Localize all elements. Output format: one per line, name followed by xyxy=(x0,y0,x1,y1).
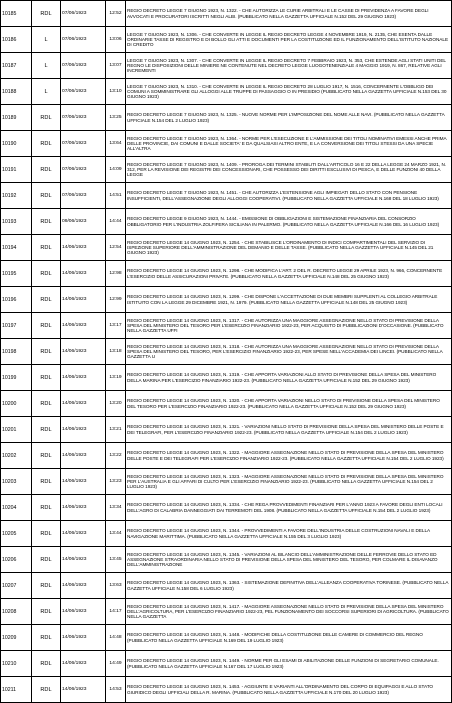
table-row xyxy=(1,131,452,157)
act-code: 14:51 xyxy=(106,183,126,209)
act-code: 13:17 xyxy=(106,313,126,339)
table-row xyxy=(1,625,452,651)
act-type: RDL xyxy=(32,131,61,157)
act-date: 07/06/1923 xyxy=(61,105,106,131)
act-date: 07/06/1923 xyxy=(61,1,106,27)
act-description: LEGGE 7 GIUGNO 1923, N. 1310. - CHE CONVERTE IN LEGGE IL REGIO DECRETO 28 LUGLIO 1917, N. 1516, CONCERNENTE L'OBBLIGO DEI COMUNI A SOMMINISTRARE GLI ALLOGGI ALLE TRUPPE DI PASSAGGIO O IN PRESIDIO (PUBBLICATO NELLA GAZZETTA UFFICIALE N.153 DEL 30 GIUGNO 1923) xyxy=(126,79,452,105)
table-row xyxy=(1,1,452,27)
act-date: 14/06/1923 xyxy=(61,417,106,443)
act-description: REGIO DECRETO LEGGE 7 GIUGNO 1923, N. 1364. - NORME PER L'ESECUZIONE E L'AMMISSIONE DEI TITOLI NOMINATIVI EMESSI ANCHE PRIMA DELLE PROVINCIE, DAI COMUNI E DALLE SOCIETA' E DA QUALSIASI ALTRO ENTE, E LA CONVERSIONE DEI TITOLI STESSI DA UNA SPECIE ALL'ALTRA xyxy=(126,131,452,157)
record-number: 10196 xyxy=(1,287,32,313)
act-type: RDL xyxy=(32,287,61,313)
act-type: RDL xyxy=(32,261,61,287)
table-row xyxy=(1,391,452,417)
table-row xyxy=(1,365,452,391)
act-description: REGIO DECRETO LEGGE 14 GIUGNO 1923, N. 1298. - CHE MODIFICA L'ART. 2 DEL R. DECRETO LEGGE 29 APRILE 1923, N. 966, CONCERNENTE L'ESERCIZIO DELLE ASSICURAZIONI PRIVATE. (PUBBLICATO NELLA GAZZETTA UFFICIALE N.148 DEL 25 GIUGNO 1923) xyxy=(126,261,452,287)
record-number: 10186 xyxy=(1,27,32,53)
act-code: 12:99 xyxy=(106,287,126,313)
act-code: 13:06 xyxy=(106,27,126,53)
table-row xyxy=(1,183,452,209)
act-date: 14/06/1923 xyxy=(61,287,106,313)
act-description: REGIO DECRETO LEGGE 7 GIUGNO 1923, N. 1451. - CHE AUTORIZZA L'ESTENSIONE AGLI IMPIEGATI DELLO STATO CON PENSIONE INSUFFICIENTI, DELL'ASSEGNAZIONE DEGLI ALLOGGI COOPERATIVI. (PUBBLICATO NELLA GAZZETTA UFFICIALE N.168 DEL 18 LUGLIO 1923) xyxy=(126,183,452,209)
record-number: 10201 xyxy=(1,417,32,443)
table-row xyxy=(1,261,452,287)
record-number: 10211 xyxy=(1,677,32,703)
act-description: REGIO DECRETO LEGGE 14 GIUGNO 1923, N. 1323. - MAGGIORE ASSEGNAZIONE NELLO STATO DI PREVISIONE DELLA SPESA DEL MINISTERO PER L'AUSTRALIA E GLI AFFARI DI CULTO PER L'ESERCIZIO FINANZIARIO 1922-23. (PUBBLICATO NELLA GAZZETTA UFFICIALE N.154 DEL 2 LUGLIO 1923) xyxy=(126,469,452,495)
record-number: 10204 xyxy=(1,495,32,521)
act-date: 07/06/1923 xyxy=(61,131,106,157)
act-date: 07/06/1923 xyxy=(61,79,106,105)
act-type: RDL xyxy=(32,105,61,131)
act-code: 13:22 xyxy=(106,443,126,469)
table-row xyxy=(1,287,452,313)
act-code: 14:49 xyxy=(106,651,126,677)
act-description: REGIO DECRETO LEGGE 14 GIUGNO 1923, N. 1449. - NORME PER GLI ESAMI DI ABILITAZIONE DELLE FUNZIONI DI SEGRETARIO COMUNALE. (PUBBLICATO NELLA GAZZETTA UFFICIALE N.167 DEL 17 LUGLIO 1923) xyxy=(126,651,452,677)
act-type: RDL xyxy=(32,339,61,365)
record-number: 10198 xyxy=(1,339,32,365)
act-code: 14:48 xyxy=(106,625,126,651)
act-description: REGIO DECRETO LEGGE 7 GIUGNO 1923, N. 1325. - NUOVE NORME PER L'IMPOSIZIONE DEL NOME ALLE NAVI. (PUBBLICATO NELLA GAZZETTA UFFICIALE N.154 DEL 2 LUGLIO 1923) xyxy=(126,105,452,131)
register-rows xyxy=(1,1,452,703)
record-number: 10203 xyxy=(1,469,32,495)
act-date: 14/06/1923 xyxy=(61,313,106,339)
table-row xyxy=(1,599,452,625)
act-description: REGIO DECRETO LEGGE 14 GIUGNO 1923, N. 1417. - MAGGIORE ASSEGNAZIONE NELLO STATO DI PREVISIONE DELLA SPESA DEL MINISTERO DELL'AGRICOLTURA, PER L'ESERCIZIO FINANZIARIO 1922-23, PEL FUNZIONAMENTO DEI SOCCORSI SUPERIORI DI AGRICOLTURA. (PUBBLICATO NELLA GAZZETTA xyxy=(126,599,452,625)
table-row xyxy=(1,339,452,365)
act-description: LEGGE 7 GIUGNO 1923, N. 1306. - CHE CONVERTE IN LEGGE IL REGIO DECRETO LEGGE 4 NOVEMBRE 1919, N. 2135, CHE ESENTA DALLE ORDINARIE TASSE DI REGISTRO E DI BOLLO GLI ATTI E DOCUMENTI PER LA COSTITUZIONE ED IL FUNZIONAMENTO DELL'ISTITUTO NAZIONALE DI CREDITO xyxy=(126,27,452,53)
act-type: RDL xyxy=(32,1,61,27)
act-type: RDL xyxy=(32,495,61,521)
act-type: RDL xyxy=(32,547,61,573)
table-row xyxy=(1,547,452,573)
act-description: REGIO DECRETO LEGGE 14 GIUGNO 1923, N. 1334. - CHE REGA PROVVEDIMENTI FINANZIARI PER L'ANNO 1923 A FAVORE DEGLI ENTI LOCALI DELL'AGRO DI CALABRIA DANNEGGIATI DAI TERREMOTI DEL 1908. (PUBBLICATO NELLA GAZZETTA UFFICIALE N.154 DEL 2 LUGLIO 1923) xyxy=(126,495,452,521)
act-description: REGIO DECRETO LEGGE 14 GIUGNO 1923, N. 1321. - VARIAZIONI NELLO STATO DI PREVISIONE DELLA SPESA DEL MINISTERO DELLE POSTE E DEI TELEGRAFI, PER L'ESERCIZIO FINANZIARIO 1922-23. (PUBBLICATO NELLA GAZZETTA UFFICIALE N.154 DEL 2 LUGLIO 1923) xyxy=(126,417,452,443)
act-description: REGIO DECRETO LEGGE 14 GIUGNO 1923, N. 1317. - CHE AUTORIZZA UNA MAGGIORE ASSEGNAZIONE NELLO STATO DI PREVISIONE DELLA SPESA DEL MINISTERO DEL TESORO PER L'ESERCIZIO FINANZIARIO 1922-23, PER ACQUISTO DI PUBBLICAZIONI D'OCCASIONE. (PUBBLICATO NELLA GAZZETTA UFFI xyxy=(126,313,452,339)
table-row xyxy=(1,209,452,235)
act-description: REGIO DECRETO LEGGE 14 GIUGNO 1923, N. 1299. - CHE DISPONE L'ACCETTAZIONE DI DUE MEMBRI SUPPLENTI AL COLLEGIO ARBITRALE ISTITUITO CON LA LEGGE 29 DICEMBRE 1921, N. 1979. (PUBBLICATO NELLA GAZZETTA UFFICIALE N.148 DEL 25 GIUGNO 1923) xyxy=(126,287,452,313)
act-type: L xyxy=(32,53,61,79)
table-row xyxy=(1,105,452,131)
act-code: 13:25 xyxy=(106,105,126,131)
act-type: RDL xyxy=(32,521,61,547)
act-date: 07/06/1923 xyxy=(61,27,106,53)
act-code: 13:20 xyxy=(106,391,126,417)
table-row xyxy=(1,53,452,79)
act-date: 14/06/1923 xyxy=(61,573,106,599)
record-number: 10192 xyxy=(1,183,32,209)
record-number: 10200 xyxy=(1,391,32,417)
record-number: 10195 xyxy=(1,261,32,287)
act-type: RDL xyxy=(32,183,61,209)
record-number: 10194 xyxy=(1,235,32,261)
act-date: 14/06/1923 xyxy=(61,521,106,547)
act-code: 12:98 xyxy=(106,261,126,287)
act-date: 14/06/1923 xyxy=(61,235,106,261)
act-code: 14:44 xyxy=(106,209,126,235)
act-type: RDL xyxy=(32,235,61,261)
record-number: 10185 xyxy=(1,1,32,27)
act-type: RDL xyxy=(32,443,61,469)
act-description: REGIO DECRETO LEGGE 14 GIUGNO 1923, N. 1344. - PROVVEDIMENTI A FAVORE DELL'INDUSTRIA DELLE COSTRUZIONI NAVALI E DELLA NAVIGAZIONE MARITTIMA. (PUBBLICATO NELLA GAZZETTA UFFICIALE N.155 DEL 3 LUGLIO 1923) xyxy=(126,521,452,547)
table-row xyxy=(1,27,452,53)
record-number: 10187 xyxy=(1,53,32,79)
act-date: 14/06/1923 xyxy=(61,677,106,703)
table-row xyxy=(1,313,452,339)
record-number: 10205 xyxy=(1,521,32,547)
table-row xyxy=(1,651,452,677)
act-date: 14/06/1923 xyxy=(61,469,106,495)
act-description: REGIO DECRETO LEGGE 14 GIUGNO 1923, N. 1363. - SISTEMAZIONE DEFINITIVA DELL'ALLEANZA COOPERATIVA TORINESE. (PUBBLICATO NELLA GAZZETTA UFFICIALE N.158 DEL 6 LUGLIO 1923) xyxy=(126,573,452,599)
act-type: RDL xyxy=(32,157,61,183)
act-description: REGIO DECRETO LEGGE 7 GIUGNO 1923, N. 1409. - PROROGA DEI TERMINI STABILITI DALL'ARTICOLO 16 E 22 DELLA LEGGE 24 MARZO 1921, N. 312, PER LA REVISIONE DEI REGISTRI DEI CONCESSIONARI, CHE POSSESSO DEI DIRITTI ESCLUSIVI DI PESCA, E DELLE FUNZIONI 40 DELLA LEGGE xyxy=(126,157,452,183)
act-type: RDL xyxy=(32,313,61,339)
table-row xyxy=(1,573,452,599)
record-number: 10206 xyxy=(1,547,32,573)
table-row xyxy=(1,79,452,105)
record-number: 10189 xyxy=(1,105,32,131)
table-row xyxy=(1,443,452,469)
record-number: 10202 xyxy=(1,443,32,469)
act-description: REGIO DECRETO LEGGE 14 GIUGNO 1923, N. 1345. - VARIAZIONI AL BILANCIO DELL'AMMINISTRAZIONE DELLE FERROVIE DELLO STATO ED ASSEGNAZIONE STRAORDINARIA NELLO STATO DI PREVISIONE DELLA SPESA DEL MINISTERO DEL TESORO, PER COLMARE IL DISAVANZO DELL'AMMINISTRAZIONE xyxy=(126,547,452,573)
act-description: LEGGE 7 GIUGNO 1923, N. 1307. - CHE CONVERTE IN LEGGE IL REGIO DECRETO 7 FEBBRAIO 1923, N. 353, CHE ESTENDE AGLI STATI UNITI DEL REGNO LE DISPOSIZIONI DELLE MINIERE NE CONTENUTE NEL DECRETO LEGGE LUOGOTENENZIALE 4 MAGGIO 1919, N. 867, RELATIVE AGLI INCREMENTI xyxy=(126,53,452,79)
act-description: REGIO DECRETO LEGGE 14 GIUGNO 1923, N. 1320. - CHE APPORTA VARIAZIONI NELLO STATO DI PREVISIONE DELLA SPESA DEL MINISTERO DEL TESORO PER L'ESERCIZIO FINANZIARIO 1922-23. (PUBBLICATO NELLA GAZZETTA UFFICIALE N.152 DEL 29 GIUGNO 1923) xyxy=(126,391,452,417)
record-number: 10197 xyxy=(1,313,32,339)
act-code: 13:19 xyxy=(106,365,126,391)
act-type: RDL xyxy=(32,469,61,495)
act-code: 13:21 xyxy=(106,417,126,443)
record-number: 10208 xyxy=(1,599,32,625)
act-description: REGIO DECRETO LEGGE 9 GIUGNO 1923, N. 1444. - EMISSIONE DI OBBLIGAZIONI E SISTEMAZIONE FINANZIARIA DEL CONSORZIO OBBLIGATORIO PER L'INDUSTRIA ZOLFIFERA SICILIANA IN PALERMO. (PUBBLICATO NELLA GAZZETTA UFFICIALE N.166 DEL 16 LUGLIO 1923) xyxy=(126,209,452,235)
act-code: 14:09 xyxy=(106,157,126,183)
act-code: 13:64 xyxy=(106,131,126,157)
act-date: 14/06/1923 xyxy=(61,339,106,365)
act-date: 07/06/1923 xyxy=(61,53,106,79)
act-date: 14/06/1923 xyxy=(61,599,106,625)
act-date: 14/06/1923 xyxy=(61,261,106,287)
table-row xyxy=(1,157,452,183)
act-type: RDL xyxy=(32,625,61,651)
record-number: 10188 xyxy=(1,79,32,105)
act-code: 14:17 xyxy=(106,599,126,625)
act-date: 14/06/1923 xyxy=(61,365,106,391)
act-date: 09/06/1923 xyxy=(61,209,106,235)
act-description: REGIO DECRETO LEGGE 14 GIUGNO 1923, N. 1254. - CHE STABILISCE L'ORDINAMENTO DI INDICI COMPARTIMENTALI DEL SERVIZIO DI ISPEZIONE SUPERIORE DELL'AMMINISTRAZIONE DEL DEMANIO E DELLE TASSE. (PUBBLICATO NELLA GAZZETTA UFFICIALE N.145 DEL 21 GIUGNO 1923) xyxy=(126,235,452,261)
act-code: 12:54 xyxy=(106,235,126,261)
table-row xyxy=(1,677,452,703)
table-row xyxy=(1,521,452,547)
act-date: 14/06/1923 xyxy=(61,651,106,677)
record-number: 10210 xyxy=(1,651,32,677)
act-code: 13:63 xyxy=(106,573,126,599)
act-type: RDL xyxy=(32,599,61,625)
act-code: 13:10 xyxy=(106,79,126,105)
act-code: 13:07 xyxy=(106,53,126,79)
act-code: 13:34 xyxy=(106,495,126,521)
act-type: RDL xyxy=(32,391,61,417)
act-date: 14/06/1923 xyxy=(61,547,106,573)
act-code: 13:45 xyxy=(106,547,126,573)
act-description: REGIO DECRETO LEGGE 7 GIUGNO 1923, N. 1322. - CHE AUTORIZZA LE CURIE ARBITRALI E LE CASSE DI PREVIDENZA A FAVORE DEGLI AVVOCATI E PROCURATORI ISCRITTI NEGLI ALBI. (PUBBLICATO NELLA GAZZETTA UFFICIALE N.152 DEL 29 GIUGNO 1923) xyxy=(126,1,452,27)
act-type: L xyxy=(32,27,61,53)
act-type: RDL xyxy=(32,651,61,677)
act-date: 14/06/1923 xyxy=(61,495,106,521)
table-row xyxy=(1,235,452,261)
act-date: 07/06/1923 xyxy=(61,183,106,209)
act-date: 14/06/1923 xyxy=(61,391,106,417)
act-type: RDL xyxy=(32,573,61,599)
act-description: REGIO DECRETO LEGGE 14 GIUGNO 1923, N. 1319. - CHE APPORTA VARIAZIONI ALLO STATO DI PREVISIONE DELLA SPESA DEL MINISTERO DELLA MARINA PER L'ESERCIZIO FINANZIARIO 1922-23. (PUBBLICATO NELLA GAZZETTA UFFICIALE N.152 DEL 29 GIUGNO 1923) xyxy=(126,365,452,391)
act-code: 14:53 xyxy=(106,677,126,703)
act-code: 13:44 xyxy=(106,521,126,547)
act-date: 14/06/1923 xyxy=(61,443,106,469)
record-number: 10207 xyxy=(1,573,32,599)
act-type: RDL xyxy=(32,365,61,391)
act-code: 13:23 xyxy=(106,469,126,495)
act-code: 13:18 xyxy=(106,339,126,365)
record-number: 10209 xyxy=(1,625,32,651)
act-description: REGIO DECRETO LEGGE 14 GIUGNO 1923, N. 1453. - AGGIUNTE E VARIANTI ALL'ORDINAMENTO DEL CORPO DI EQUIPAGGI E ALLO STATO GIURIDICO DEGLI UFFICIALI DELLA R. MARINA. (PUBBLICATO NELLA GAZZETTA UFFICIALE N.170 DEL 20 LUGLIO 1923) xyxy=(126,677,452,703)
act-type: RDL xyxy=(32,209,61,235)
record-number: 10191 xyxy=(1,157,32,183)
table-row xyxy=(1,495,452,521)
record-number: 10190 xyxy=(1,131,32,157)
record-number: 10193 xyxy=(1,209,32,235)
act-code: 12:52 xyxy=(106,1,126,27)
act-description: REGIO DECRETO LEGGE 14 GIUGNO 1923, N. 1322. - MAGGIORE ASSEGNAZIONE NELLO STATO DI PREVISIONE DELLA SPESA DEL MINISTERO DELLE POSTE E DEI TELEGRAFI PER L'ESERCIZIO FINANZIARIO 1922-23. (PUBBLICATO NELLA GAZZETTA UFFICIALE N.154 DEL 2 LUGLIO 1923) xyxy=(126,443,452,469)
act-description: REGIO DECRETO LEGGE 14 GIUGNO 1923, N. 1318. - CHE AUTORIZZA UNA MAGGIORE ASSEGNAZIONE NELLO STATO DI PREVISIONE DELLA SPESA DEL MINISTERO DEL TESORO, PER L'ESERCIZIO FINANZIARIO 1922-23, PER SPESE NELL'ACCADEMIA DEI LINCEI. (PUBBLICATO NELLA GAZZETTA U xyxy=(126,339,452,365)
record-number: 10199 xyxy=(1,365,32,391)
table-row xyxy=(1,417,452,443)
act-type: RDL xyxy=(32,677,61,703)
act-date: 14/06/1923 xyxy=(61,625,106,651)
act-type: RDL xyxy=(32,417,61,443)
table-row xyxy=(1,469,452,495)
act-type: L xyxy=(32,79,61,105)
act-description: REGIO DECRETO LEGGE 14 GIUGNO 1923, N. 1448. - MODIFICHE DELLA COSTITUZIONE DELLE CAMERE DI COMMERCIO DEL REGNO (PUBBLICATO NELLA GAZZETTA UFFICIALE N.169 DEL 19 LUGLIO 1923) xyxy=(126,625,452,651)
act-date: 07/06/1923 xyxy=(61,157,106,183)
